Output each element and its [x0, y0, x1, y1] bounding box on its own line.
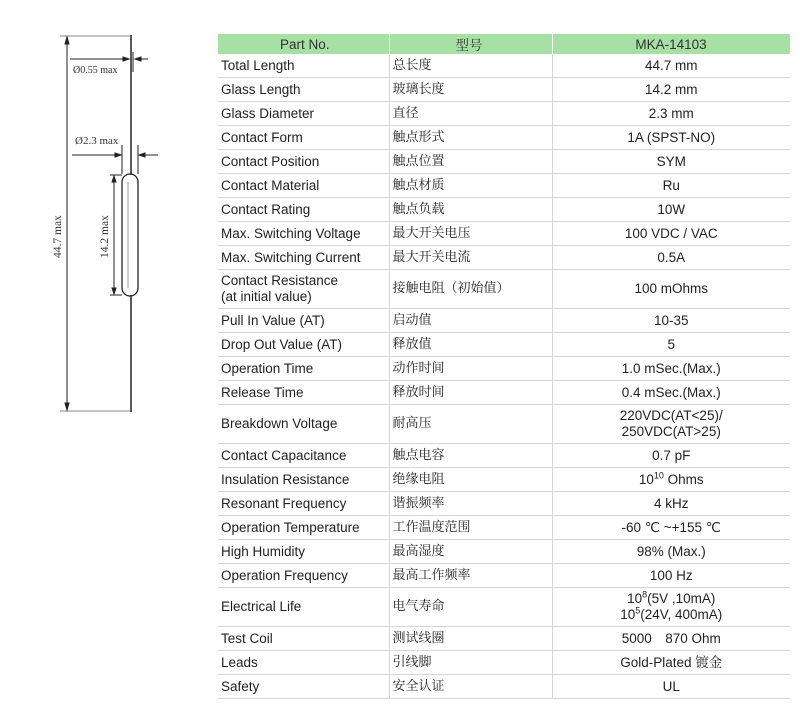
table-header-row — [218, 34, 790, 54]
param-cn: 释放时间 — [389, 381, 552, 405]
param-en: Resonant Frequency — [218, 492, 389, 516]
param-cn: 谐振频率 — [389, 492, 552, 516]
param-cn: 电气寿命 — [389, 588, 552, 627]
table-row — [218, 333, 790, 357]
table-row — [218, 588, 790, 627]
param-cn: 绝缘电阻 — [389, 468, 552, 492]
table-row — [218, 78, 790, 102]
param-en: Test Coil — [218, 627, 389, 651]
table-row — [218, 126, 790, 150]
table-row — [218, 627, 790, 651]
table-row — [218, 54, 790, 78]
param-en: Operation Frequency — [218, 564, 389, 588]
param-value: 10W — [552, 198, 790, 222]
table-row — [218, 468, 790, 492]
param-value: 5 — [552, 333, 790, 357]
param-value-line: 220VDC(AT<25)/ — [619, 408, 723, 423]
table-row — [218, 246, 790, 270]
table-row — [218, 444, 790, 468]
table-row — [218, 150, 790, 174]
param-en: Max. Switching Voltage — [218, 222, 389, 246]
param-cn: 触点材质 — [389, 174, 552, 198]
param-value-line: 250VDC(AT>25) — [621, 424, 721, 439]
table-row — [218, 381, 790, 405]
table-row — [218, 651, 790, 675]
value-base: 10 — [627, 591, 643, 606]
table-row — [218, 492, 790, 516]
param-cn: 触点形式 — [389, 126, 552, 150]
table-row — [218, 540, 790, 564]
param-value: UL — [552, 675, 790, 699]
param-value: -60 ℃ ~+155 ℃ — [552, 516, 790, 540]
param-en: Pull In Value (AT) — [218, 309, 389, 333]
param-value: 100 Hz — [552, 564, 790, 588]
param-cn: 启动值 — [389, 309, 552, 333]
param-value: 98% (Max.) — [552, 540, 790, 564]
param-cn: 触点电容 — [389, 444, 552, 468]
param-value-line — [553, 607, 791, 623]
param-cn: 引线脚 — [389, 651, 552, 675]
param-en: Electrical Life — [218, 588, 389, 627]
param-en: Total Length — [218, 54, 389, 78]
table-row — [218, 198, 790, 222]
param-value: 44.7 mm — [552, 54, 790, 78]
param-value — [552, 405, 790, 444]
table-row — [218, 102, 790, 126]
param-value: 100 VDC / VAC — [552, 222, 790, 246]
param-value: 0.7 pF — [552, 444, 790, 468]
param-en — [218, 270, 389, 309]
table-row — [218, 357, 790, 381]
lead-diameter-label: Ø0.55 max — [73, 65, 118, 76]
param-value: 0.4 mSec.(Max.) — [552, 381, 790, 405]
param-cn: 释放值 — [389, 333, 552, 357]
param-value: 2.3 mm — [552, 102, 790, 126]
param-value: Ru — [552, 174, 790, 198]
param-en: Contact Form — [218, 126, 389, 150]
param-value: 5000 870 Ohm — [552, 627, 790, 651]
param-en: Safety — [218, 675, 389, 699]
param-en: Contact Material — [218, 174, 389, 198]
param-cn: 安全认证 — [389, 675, 552, 699]
param-en: Drop Out Value (AT) — [218, 333, 389, 357]
param-cn: 触点负载 — [389, 198, 552, 222]
param-en: Max. Switching Current — [218, 246, 389, 270]
param-en: Glass Diameter — [218, 102, 389, 126]
table-row — [218, 309, 790, 333]
param-cn: 最高湿度 — [389, 540, 552, 564]
param-en: Contact Capacitance — [218, 444, 389, 468]
param-value: Gold-Plated 镀金 — [552, 651, 790, 675]
param-cn: 最大开关电流 — [389, 246, 552, 270]
table-row — [218, 174, 790, 198]
param-cn: 动作时间 — [389, 357, 552, 381]
param-en: Contact Rating — [218, 198, 389, 222]
table-row — [218, 564, 790, 588]
param-value: SYM — [552, 150, 790, 174]
spec-table — [218, 34, 791, 699]
table-row — [218, 222, 790, 246]
total-length-label: 44.7 max — [52, 215, 64, 258]
param-en: Operation Time — [218, 357, 389, 381]
value-exponent: 10 — [653, 470, 664, 480]
glass-length-label: 14.2 max — [99, 215, 111, 258]
param-en: Glass Length — [218, 78, 389, 102]
value-rest: (5V ,10mA) — [647, 591, 716, 606]
value-rest: (24V, 400mA) — [640, 607, 723, 622]
param-value: 4 kHz — [552, 492, 790, 516]
param-value — [552, 588, 790, 627]
param-cn: 最大开关电压 — [389, 222, 552, 246]
param-en: Operation Temperature — [218, 516, 389, 540]
header-part-no: Part No. — [218, 34, 389, 54]
table-row — [218, 270, 790, 309]
value-exponent: 8 — [642, 589, 648, 600]
value-rest: Ohms — [663, 471, 704, 487]
table-row — [218, 405, 790, 444]
param-cn: 总长度 — [389, 54, 552, 78]
param-cn: 测试线圈 — [389, 627, 552, 651]
param-value: 14.2 mm — [552, 78, 790, 102]
table-row — [218, 675, 790, 699]
value-exponent: 5 — [635, 605, 641, 616]
param-en: Contact Position — [218, 150, 389, 174]
glass-diameter-label: Ø2.3 max — [75, 135, 119, 147]
param-cn: 玻璃长度 — [389, 78, 552, 102]
value-base: 10 — [620, 607, 636, 622]
param-en: Insulation Resistance — [218, 468, 389, 492]
param-en: High Humidity — [218, 540, 389, 564]
param-cn: 工作温度范围 — [389, 516, 552, 540]
param-value: 10-35 — [552, 309, 790, 333]
value-base: 10 — [638, 471, 654, 487]
param-cn: 耐高压 — [389, 405, 552, 444]
param-en-line: (at initial value) — [221, 289, 312, 304]
param-en: Release Time — [218, 381, 389, 405]
param-en-line: Contact Resistance — [221, 273, 339, 288]
param-cn: 直径 — [389, 102, 552, 126]
param-value: 1A (SPST-NO) — [552, 126, 790, 150]
param-cn: 触点位置 — [389, 150, 552, 174]
param-value-line — [553, 591, 791, 607]
param-value: 1.0 mSec.(Max.) — [552, 357, 790, 381]
param-cn: 接触电阻（初始值） — [389, 270, 552, 309]
param-en: Leads — [218, 651, 389, 675]
param-value — [552, 468, 790, 492]
param-value: 100 mOhms — [552, 270, 790, 309]
header-model-cn: 型号 — [389, 34, 552, 54]
table-row — [218, 516, 790, 540]
header-model-value: MKA-14103 — [552, 34, 790, 54]
reed-switch-dimension-drawing — [0, 0, 215, 721]
param-en: Breakdown Voltage — [218, 405, 389, 444]
param-value: 0.5A — [552, 246, 790, 270]
param-cn: 最高工作频率 — [389, 564, 552, 588]
